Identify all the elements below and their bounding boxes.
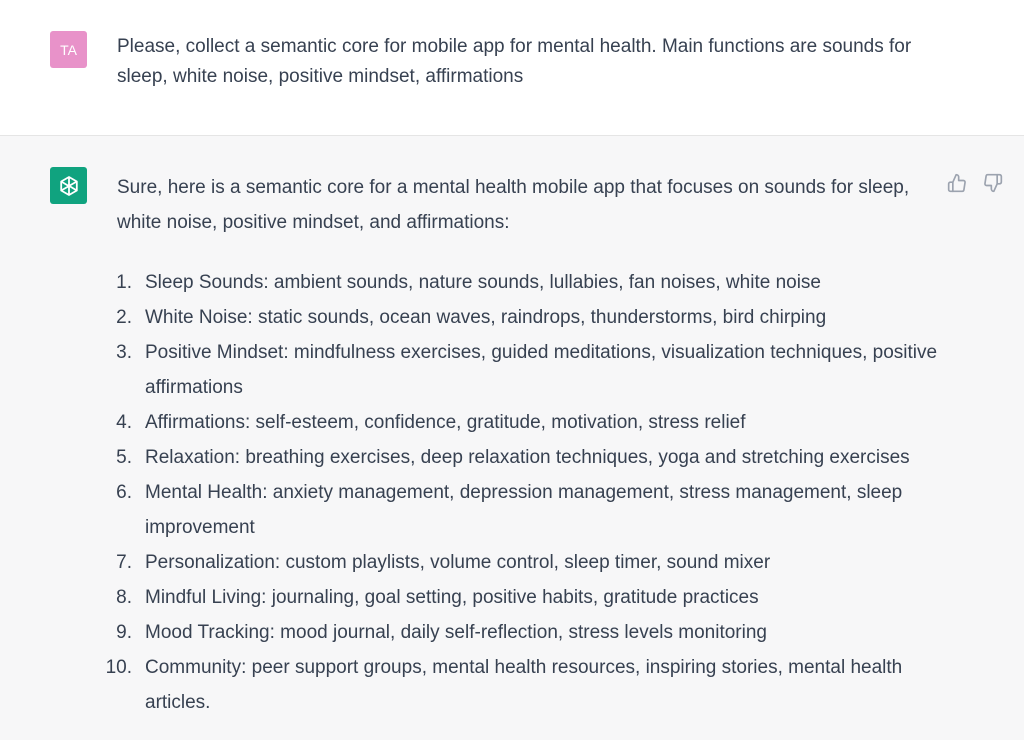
list-item-number: 9. [116,622,132,643]
openai-logo-icon [50,167,87,204]
semantic-core-list [105,265,947,720]
list-item-text: Personalization: custom playlists, volume control, sleep timer, sound mixer [145,552,771,573]
user-avatar: TA [50,31,87,68]
feedback-buttons [946,172,1004,194]
assistant-intro-text: Sure, here is a semantic core for a mental health mobile app that focuses on sounds for sleep, white noise, positive mindset, and affirmations: [117,177,910,233]
list-item-number: 8. [116,587,132,608]
list-item [117,545,947,580]
list-item [117,265,947,300]
assistant-message-row [0,137,1024,740]
list-item-text: Community: peer support groups, mental health resources, inspiring stories, mental health articles. [145,657,903,713]
list-item [117,300,947,335]
list-item [117,405,947,440]
list-item-number: 7. [116,552,132,573]
list-item-text: Mood Tracking: mood journal, daily self-reflection, stress levels monitoring [145,622,767,643]
list-item-text: Positive Mindset: mindfulness exercises, guided meditations, visualization techniques, positive affirmations [145,342,938,398]
list-item [117,475,947,545]
list-item-text: Sleep Sounds: ambient sounds, nature sounds, lullabies, fan noises, white noise [145,272,821,293]
thumbs-up-button[interactable] [946,172,968,194]
list-item-text: Affirmations: self-esteem, confidence, gratitude, motivation, stress relief [145,412,746,433]
list-item-number: 6. [116,482,132,503]
list-item [117,615,947,650]
list-item-number: 10. [105,657,132,678]
list-item [117,440,947,475]
list-item-number: 5. [116,447,132,468]
list-item-number: 2. [116,307,132,328]
list-item-text: White Noise: static sounds, ocean waves, raindrops, thunderstorms, bird chirping [145,307,827,328]
thumbs-down-button[interactable] [982,172,1004,194]
list-item [105,650,947,720]
thumbs-down-icon [983,173,1003,193]
list-item [117,335,947,405]
thumbs-up-icon [947,173,967,193]
list-item-number: 1. [116,272,132,293]
list-item-text: Mindful Living: journaling, goal setting, positive habits, gratitude practices [145,587,759,608]
user-message-row [0,0,1024,136]
list-item-text: Mental Health: anxiety management, depression management, stress management, sleep improvement [145,482,903,538]
list-item-number: 4. [116,412,132,433]
list-item-number: 3. [116,342,132,363]
list-item [117,580,947,615]
list-item-text: Relaxation: breathing exercises, deep relaxation techniques, yoga and stretching exercises [145,447,910,468]
assistant-message-content [105,170,947,720]
user-message-text: Please, collect a semantic core for mobile app for mental health. Main functions are sounds for sleep, white noise, positive mindset, affirmations [117,36,912,87]
